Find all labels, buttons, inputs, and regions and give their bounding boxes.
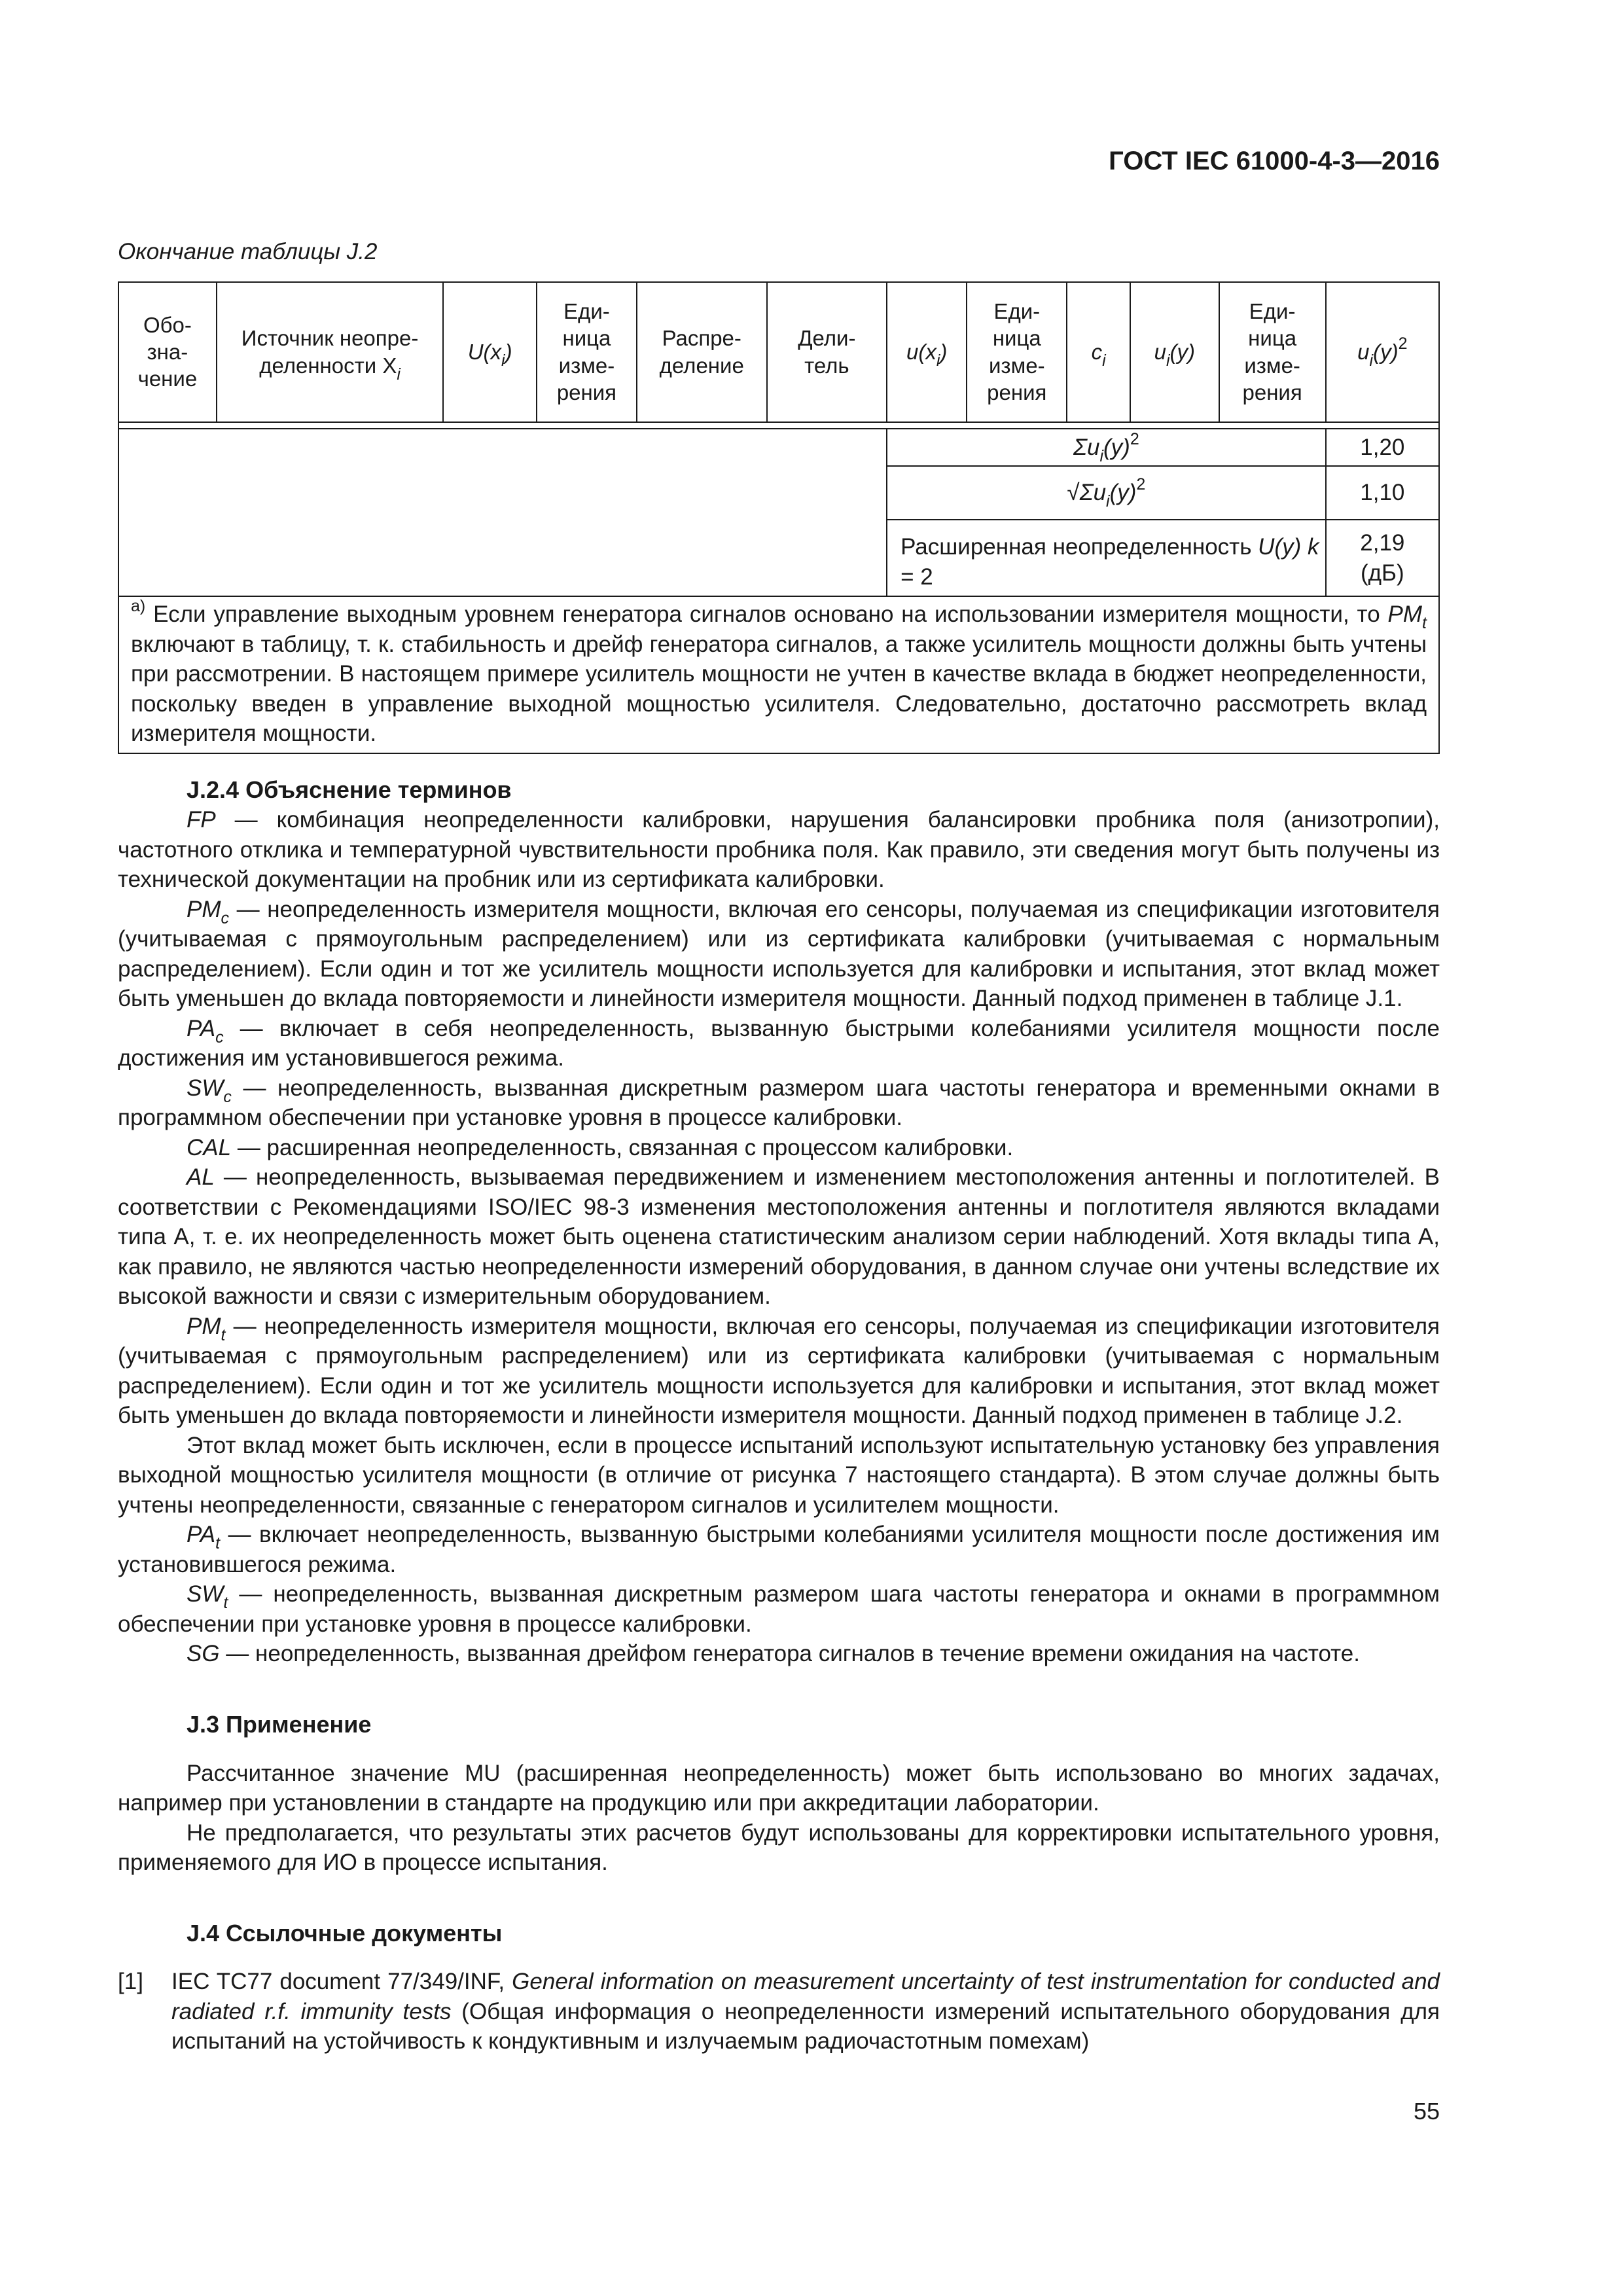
- term-al: AL — неопределенность, вызываемая передвижением и изменением местоположения антенны и поглотителей. В соответствии с Рекомендациями ISO/IEC 98-3 изменения местоположения антенны и поглотителя являются вкладами типа А, т. е. их неопределенность может быть оценена статистическим анализом серии наблюдений. Хотя вклады типа А, как правило, не являются частью неопределенности измерений оборудования, в данном случае они учтены вследствие их высокой важности и связи с измерительным оборудованием.: [118, 1164, 1440, 1310]
- term-fp: FP — комбинация неопределенности калибровки, нарушения балансировки пробника поля (анизотропии), частотного отклика и температурной чувствительности пробника поля. Как правило, эти сведения могут быть получены из технической документации на пробник или из сертификата калибровки.: [118, 807, 1440, 893]
- header-ux: $u(x_i)$: [887, 282, 967, 422]
- header-unit-3: Еди- ница изме- рения: [1219, 282, 1326, 422]
- term-sg: SG — неопределенность, вызванная дрейфом генератора сигналов в течение времени ожидания на частоте.: [187, 1641, 1360, 1667]
- header-uiy2: $u_i(y)^2$: [1326, 282, 1439, 422]
- reference-text: IEC TC77 document 77/349/INF, General information on measurement uncertainty of test instrumentation for conducted and radiated r.f. immunity tests (Общая информация о неопределенности измерений испытательного оборудования для испытаний на устойчивость к кондуктивным и излучаемым радиочастотным помехам): [171, 1969, 1440, 2054]
- table-footnote-row: [118, 596, 1439, 753]
- header-distribution: Распре- деление: [637, 282, 767, 422]
- sum-label: $\Sigma u_i(y)^2$: [887, 429, 1326, 467]
- term-pat: $PA_t$ — включает неопределенность, вызванную быстрыми колебаниями усилителя мощности после достижения им установившегося режима.: [118, 1522, 1440, 1577]
- table-row-sum: [118, 429, 1439, 467]
- j3-paragraph-1: Рассчитанное значение MU (расширенная неопределенность) может быть использовано во многих задачах, например при установлении в стандарте на продукцию или при аккредитации лаборатории.: [118, 1760, 1440, 1816]
- table-caption: Окончание таблицы J.2: [118, 239, 378, 264]
- standard-designation: ГОСТ IEC 61000-4-3—2016: [1109, 147, 1440, 175]
- j3-paragraph-2: Не предполагается, что результаты этих расчетов будут использованы для корректировки испытательного уровня, применяемого для ИО в процессе испытания.: [118, 1820, 1440, 1876]
- header-designation: Обо- зна- чение: [118, 282, 217, 422]
- term-pmt: $PM_t$ — неопределенность измерителя мощности, включая его сенсоры, получаемая из спецификации изготовителя (учитываемая с прямоугольным распределением) или из сертификата калибровки (учитываемая с нормальным распределением). Если один и тот же усилитель мощности используется для калибровки и испытания, этот вклад может быть уменьшен до вклада повторяемости и линейности измерителя мощности. Данный подход применен в таблице J.2.: [118, 1313, 1440, 1429]
- table-footnote: $^{а)}$ Если управление выходным уровнем генератора сигналов основано на использовании измерителя мощности, то $PM_t$ включают в таблицу, т. к. стабильность и дрейф генератора сигналов, а также усилитель мощности должны быть учтены при рассмотрении. В настоящем примере усилитель мощности не учтен в качестве вклада в бюджет неопределенности, поскольку введен в управление выходной мощностью усилителя. Следовательно, достаточно рассмотреть вклад измерителя мощности.: [118, 596, 1439, 753]
- term-swt: $SW_t$ — неопределенность, вызванная дискретным размером шага частоты генератора и окнами в программном обеспечении при установке уровня в процессе калибровки.: [118, 1581, 1440, 1637]
- header-unit-1: Еди- ница изме- рения: [537, 282, 637, 422]
- header-source: Источник неопре- деленности $X_i$: [217, 282, 444, 422]
- heading-j24: J.2.4 Объяснение терминов: [187, 776, 512, 803]
- sum-value: 1,20: [1326, 429, 1439, 467]
- uncertainty-table: [118, 281, 1440, 754]
- exclusion-paragraph: Этот вклад может быть исключен, если в процессе испытаний используют испытательную установку без управления выходной мощностью усилителя мощности (в отличие от рисунка 7 настоящего стандарта). В этом случае должны быть учтены неопределенности, связанные с генератором сигналов и усилителем мощности.: [118, 1432, 1440, 1518]
- header-ci: $c_i$: [1067, 282, 1130, 422]
- table-header-row: [118, 282, 1439, 422]
- heading-j4: J.4 Ссылочные документы: [187, 1919, 503, 1946]
- reference-number: [1]: [118, 1969, 143, 1995]
- header-Ux: $U(x_i)$: [443, 282, 537, 422]
- term-pac: $PA_c$ — включает в себя неопределенность, вызванную быстрыми колебаниями усилителя мощности после достижения им установившегося режима.: [118, 1015, 1440, 1071]
- sqrt-value: 1,10: [1326, 466, 1439, 520]
- sqrt-label: $√\Sigma u_i(y)^2$: [887, 466, 1326, 520]
- empty-cell: [118, 429, 887, 597]
- expanded-value: 2,19 (дБ): [1326, 520, 1439, 596]
- page: [118, 144, 1440, 2056]
- header-divisor: Дели- тель: [767, 282, 887, 422]
- term-swc: $SW_c$ — неопределенность, вызванная дискретным размером шага частоты генератора и временными окнами в программном обеспечении при установке уровня в процессе калибровки.: [118, 1075, 1440, 1131]
- header-unit-2: Еди- ница изме- рения: [967, 282, 1067, 422]
- header-uiy: $u_i(y)$: [1130, 282, 1219, 422]
- reference-item: [118, 1967, 1440, 2056]
- term-pmc: $PM_c$ — неопределенность измерителя мощности, включая его сенсоры, получаемая из спецификации изготовителя (учитываемая с прямоугольным распределением) или из сертификата калибровки (учитываемая с нормальным распределением). Если один и тот же усилитель мощности используется для калибровки и испытания, этот вклад может быть уменьшен до вклада повторяемости и линейности измерителя мощности. Данный подход применен в таблице J.1.: [118, 896, 1440, 1012]
- page-number: 55: [1413, 2098, 1440, 2125]
- heading-j3: J.3 Применение: [187, 1710, 372, 1738]
- expanded-label: Расширенная неопределенность U(y) k = 2: [887, 520, 1326, 596]
- term-cal: CAL — расширенная неопределенность, связанная с процессом калибровки.: [187, 1134, 1014, 1160]
